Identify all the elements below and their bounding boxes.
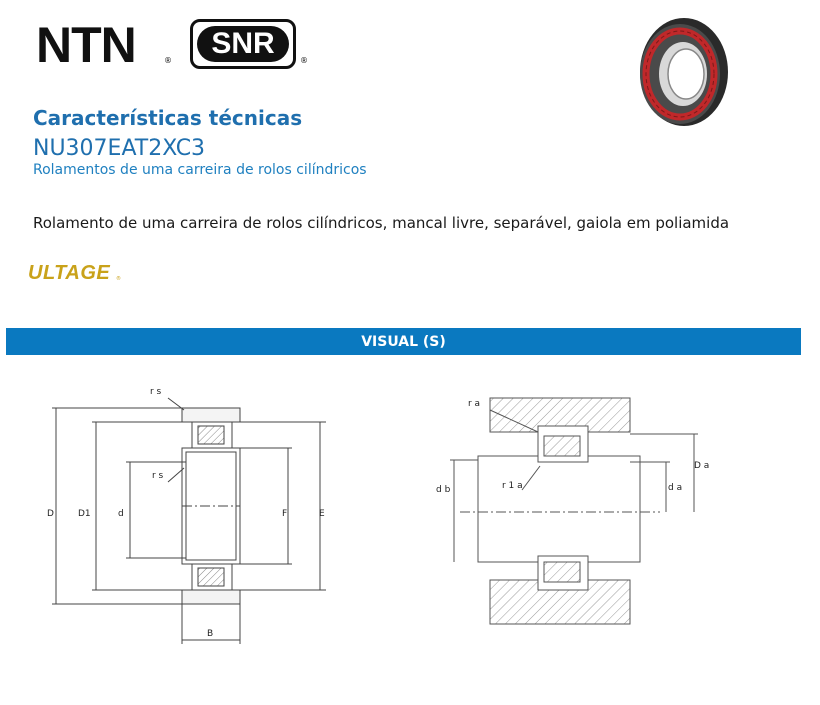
registered-mark: ® [164, 56, 172, 65]
label-da: d a [668, 483, 683, 493]
ultage-logo: ULTAGE [28, 262, 111, 284]
page-title: Características técnicas [33, 106, 303, 130]
label-r1a: r 1 a [502, 481, 523, 491]
product-family: Rolamentos de uma carreira de rolos cilíndricos [33, 162, 367, 178]
product-description: Rolamento de uma carreira de rolos cilíndricos, mancal livre, separável, gaiola em poliamida [33, 214, 730, 232]
label-E: E [319, 509, 325, 519]
registered-mark-2: ® [300, 56, 308, 65]
bearing-dimension-drawing [36, 378, 336, 668]
label-rs-top: r s [150, 387, 162, 397]
visual-section-header [6, 328, 801, 355]
bearing-product-image [628, 14, 732, 130]
ntn-logo: NTN [36, 17, 136, 73]
label-ra: r a [468, 399, 481, 409]
label-Da: D a [694, 461, 710, 471]
snr-logo [190, 19, 296, 69]
ultage-registered-mark: ® [116, 276, 121, 282]
bearing-mounting-drawing [430, 392, 720, 632]
label-F: F [282, 509, 288, 519]
label-D: D [47, 509, 54, 519]
label-D1: D1 [78, 509, 91, 519]
part-number: NU307EAT2XC3 [33, 136, 206, 161]
label-db: d b [436, 485, 451, 495]
visual-section-label: VISUAL (S) [361, 333, 446, 350]
label-rs-mid: r s [152, 471, 164, 481]
label-d: d [118, 509, 124, 519]
snr-logo-text: SNR [211, 27, 275, 60]
label-B: B [207, 629, 214, 639]
